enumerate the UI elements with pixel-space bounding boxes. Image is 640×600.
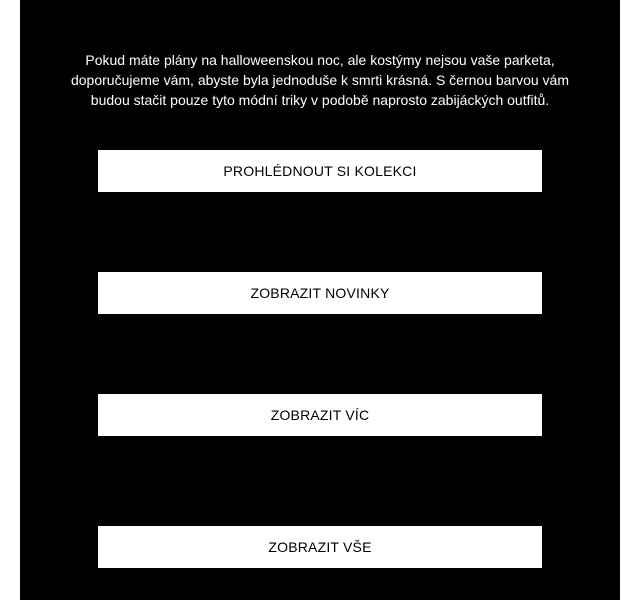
view-new-arrivals-button[interactable]: ZOBRAZIT NOVINKY xyxy=(98,272,542,314)
content-panel xyxy=(20,0,620,600)
view-collection-button[interactable]: PROHLÉDNOUT SI KOLEKCI xyxy=(98,150,542,192)
view-more-button[interactable]: ZOBRAZIT VÍC xyxy=(98,394,542,436)
intro-paragraph: Pokud máte plány na halloweenskou noc, ale kostýmy nejsou vaše parketa, doporučujeme vám, abyste byla jednoduše k smrti krásná. S černou barvou vám budou stačit pouze tyto módní triky v podobě naprosto zabijáckých outfitů. xyxy=(70,52,570,108)
view-all-button[interactable]: ZOBRAZIT VŠE xyxy=(98,526,542,568)
